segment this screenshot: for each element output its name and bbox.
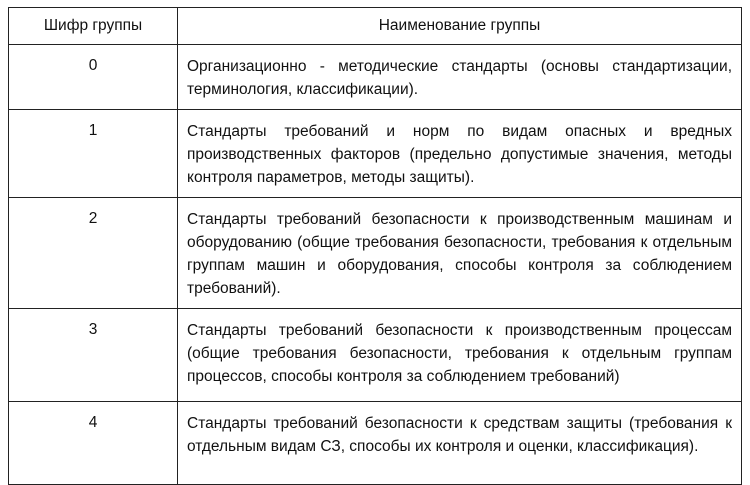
group-name: Стандарты требований и норм по видам опасных и вредных производственных факторов (предельно допустимые значения, методы контроля параметров, методы защиты).	[178, 110, 742, 198]
group-code: 3	[9, 309, 178, 402]
group-name: Организационно - методические стандарты (основы стандартизации, терминология, классификации).	[178, 45, 742, 110]
table-row	[9, 110, 742, 198]
group-code: 2	[9, 198, 178, 309]
group-code: 0	[9, 45, 178, 110]
group-name: Стандарты требований безопасности к производственным процессам (общие требования безопасности, требования к отдельным группам процессов, способы контроля за соблюдением требований)	[178, 309, 742, 402]
table-row	[9, 198, 742, 309]
table-row	[9, 45, 742, 110]
table-header-row	[9, 8, 742, 45]
table-row	[9, 309, 742, 402]
group-code: 4	[9, 402, 178, 485]
standards-groups-table	[8, 7, 742, 485]
header-group-code: Шифр группы	[9, 8, 178, 45]
table-row	[9, 402, 742, 485]
group-code: 1	[9, 110, 178, 198]
header-group-name: Наименование группы	[178, 8, 742, 45]
group-name: Стандарты требований безопасности к производственным машинам и оборудованию (общие требования безопасности, требования к отдельным группам машин и оборудования, способы контроля за соблюдением требований).	[178, 198, 742, 309]
group-name: Стандарты требований безопасности к средствам защиты (требования к отдельным видам СЗ, способы их контроля и оценки, классификация).	[178, 402, 742, 485]
